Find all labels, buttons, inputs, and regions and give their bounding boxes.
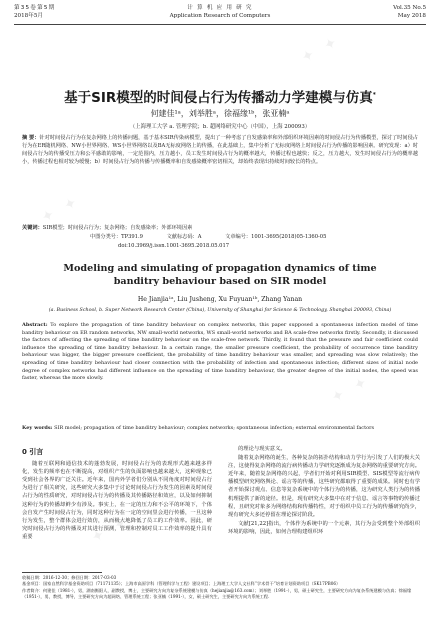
watermark-mark: ✦ ✦: [328, 371, 374, 407]
watermark-mark: ✦ ✦: [88, 511, 134, 547]
keywords-en: [22, 425, 418, 433]
body-column-left: [22, 445, 212, 542]
authors-cn: 何建佳¹ᵃ，刘举胜ᵃ，徐福缘¹ᵇ，张亚楠ᵃ: [150, 109, 290, 118]
footnote-received: 收稿日期：2016-12-30；修回日期：2017-03-03: [22, 575, 117, 580]
body-paragraph: 文献[21,22]指出，个体作为系统中的一个元素，其行为会受到整个外部组织环境的影响，因此，如何合理构建组织环: [228, 520, 420, 535]
body-column-right: [228, 445, 420, 537]
keywords-cn-label: 关键词：: [22, 225, 43, 231]
abstract-cn: [22, 134, 418, 166]
abstract-cn-text: 针对时间侵占行为在复杂网络上的传播问题，基于基本SIR传染病模型，提出了一种考虑了自发感染率和外部组织环境因素的时间侵占行为传播模型，探讨了时间侵占行为在ER随机网络、NW小世界网络、WS小世界网络以及BA无标度网络上的传播，在此基础上，集中分析了无标度网络上时间侵占行为传播的影响因素。研究发现：a）时间侵占行为的传播受压力和公平感敢的影响，一定范围内，压力越小，员工发生时间侵占行为的概率越大，传播过程也越快；反之，压力越大，发生时间侵占行为的概率越小，传播过程也相对较为缓慢；b）时间侵占行为的传播与传播概率和自发感染概率密切相关，却始终表现出持续时间较长的特点。: [22, 135, 418, 166]
body-paragraph: 随着复杂网络的诞生，各种复杂的拓扑结构和动力学行为引发了人们的极大关注，这使得复杂网络的流行病传播动力学研究逐渐成为复杂网络的重要研究方向。近年来，随着复杂网络的兴起，学者们开始对利用SIR模型、SIS模型等流行病传播模型研究网络舆论、谣言等的传播，这些研究都取得了重要的成果。同时也有学者开始探讨观点、信息等复杂系统中的个体行为的传播，这为研究人类行为的传播机理提供了新的途径。但是，现有研究大多集中在对于信息、谣言等事物的传播过程，且研究对象多为网络结构和传播特性，对于组织中员工行为的传播研究尚少，现有研究大多还停留在理论探讨阶段。: [228, 455, 420, 518]
abstract-cn-label: 摘 要：: [22, 135, 40, 141]
journal-name-cn: 计 算 机 应 用 研 究: [187, 5, 253, 11]
keywords-en-label: Key words:: [22, 425, 53, 431]
authors-en: He Jianjia¹ᵃ, Liu Jusheng, Xu Fuyuan¹ᵇ, Zhang Yanan: [137, 296, 303, 303]
title-footnote-mark: *: [372, 91, 376, 99]
issue-date-cn: 2018年5月: [14, 13, 43, 19]
keywords-cn-text: SIR模型；时间侵占行为；复杂网络；自发感染率；外部环境因素: [42, 225, 193, 231]
body-paragraph: 的理论与现实意义。: [238, 446, 286, 452]
document-code: 文献标志码：A: [166, 234, 202, 240]
header-rule: [14, 24, 426, 25]
paper-title-cn: [0, 86, 440, 106]
section-heading-introduction: 0 引言: [22, 448, 44, 456]
abstract-en-text: To explore the propagation of time banditry behaviour on complex networks, this paper supposed a spontaneous infection model of time banditry behaviour on ER random networks, NW small-world networks, WS small-world networks and BA scale-free networks firstly. Secondly, it discussed the factors of affecting the spreading of time banditry behaviour on the scale-free network. Thirdly, it found that the pressure and fair coefficient could influence the spreading of time banditry behaviour. In a certain range, the smaller pressure coefficient, the probability of occurrence time banditry behaviour was bigger, the bigger pressure coefficient, the probability of time banditry behaviour was smaller, and spreading was slow relatively; the spreading of time banditry behaviour had closer connection with the probability of infection and spontaneous infection; different sizes of initial node degree of complex networks had different influence on the spreading of time banditry behaviour, the greater degree of the initial nodes, the speed was faster, whereas the more slowly.: [22, 322, 418, 382]
keywords-en-text: SIR model; propagation of time banditry behaviour; complex networks; spontaneous infection; external environmental factors: [54, 425, 375, 431]
abstract-en-label: Abstract:: [22, 322, 48, 328]
affiliation-cn: （上海理工大学 a. 管理学院；b. 超网络研究中心（中国），上海 200093）: [129, 124, 311, 130]
footnote-bio: 作者简介：何建佳（1981-），男，湖南衡阳人，副教授，博士，主要研究方向为复杂系统建模与仿真（hejianjia@163.com）；刘举胜（1991-），男，硕士研究生，主要研究方向为复杂系统建模与仿真；徐福缘（1951-），男，教授，博导，主要研究方向为超网络、管理系统工程；张亚楠（1991-），女，硕士研究生，主要研究方向为系统工程.: [22, 587, 412, 600]
journal-name-en: Application Research of Computers: [169, 13, 271, 19]
footnotes: [22, 575, 418, 601]
issue-volume-cn: 第35卷第5期: [14, 5, 56, 11]
keywords-cn: [22, 224, 418, 232]
journal-header: [14, 4, 426, 34]
issue-volume-en: Vol.35 No.5: [393, 5, 426, 11]
watermark-mark: ✦ ✦: [38, 191, 84, 227]
issue-date-en: May 2018: [397, 13, 426, 19]
clc-number: 中图分类号：TP391.9: [90, 234, 143, 240]
watermark-mark: ✦ ✦: [298, 31, 344, 67]
paper-title-en: Modeling and simulating of propagation dynamics of time banditry behaviour based on SIR model: [63, 263, 377, 287]
footnote-fund: 基金项目：国家自然科学基金资助项目（71171135）；上海市高原学科（管理科学与工程）建设项目；上海理工大学人文社科“学术骨干”培育计划资助项目（SK17PB06）: [22, 581, 341, 587]
article-number: 文章编号：1001-3695(2018)05-1360-05: [225, 234, 327, 240]
paper-title-cn-text: 基于SIR模型的时间侵占行为传播动力学建模与仿真: [64, 90, 373, 106]
doi: doi:10.3969/j.issn.1001-3695.2018.05.017: [118, 243, 230, 249]
abstract-en: [22, 322, 418, 383]
footnote-rule: [22, 572, 102, 573]
body-paragraph: 随着互联网和通信技术的蓬勃发展，时间侵占行为的表现形式越来越多样化，发生的频率也在不断提高，对组织产生的负面影响也越来越大，这种现象已受到社会各界的广泛关注。近年来，国内外学者们分别从不同角度对时间侵占行为进行了相关研究，这些研究大多集中于讨论时间侵占行为发生的因素及时间侵占行为的性质研究，对时间侵占行为的传播及其传播路径和效应，以及如何抑制这种行为的传播却鲜少有涉及。事实上，在一定的压力和不公平的环境下，个体会自发产生时间侵占行为，同时这种行为在一定的空间里会进行传播，一旦这种行为发生，整个群体会进行效仿，从而极大地降低了员工的工作效率。因此，研究时间侵占行为的传播及对其进行预测，管理和控制对员工工作效率的提升具有重要: [22, 461, 212, 540]
affiliation-en: (a. Business School, b. Super Network Research Center (China), University of Shanghai for Science & Technology, Shanghai 200093, China): [48, 308, 392, 313]
